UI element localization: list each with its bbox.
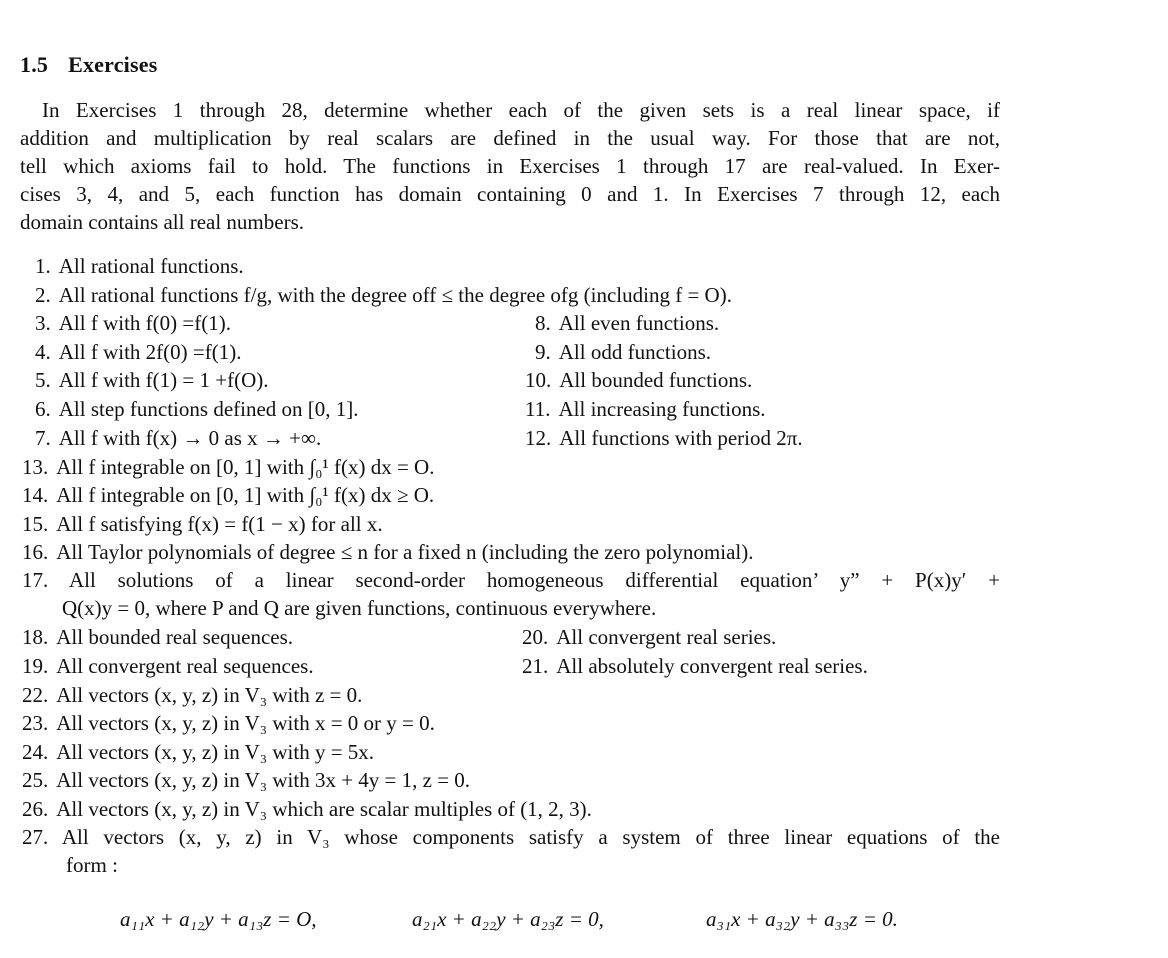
exercise-text: All f satisfying f(x) = f(1 − x) for all x. [56, 512, 383, 536]
exercise-number: 19. [22, 654, 49, 678]
exercise-text: All vectors (x, y, z) in V₃ with z = 0. [56, 683, 363, 707]
exercise-item [35, 338, 241, 366]
intro-line: cises 3, 4, and 5, each function has domain containing 0 and 1. In Exercises 7 through 12, each [20, 182, 1000, 206]
exercise-item [35, 281, 732, 309]
exercise-text: All increasing functions. [558, 397, 766, 421]
exercise-text: All functions with period 2π. [559, 426, 803, 450]
exercise-text: All absolutely convergent real series. [556, 654, 868, 678]
exercise-text: All convergent real sequences. [56, 654, 314, 678]
exercise-number: 5. [35, 368, 51, 392]
exercise-text: All f with f(0) =f(1). [58, 311, 231, 335]
exercise-text: All f with f(x) → 0 as x → +∞. [58, 426, 322, 450]
exercise-item [35, 366, 268, 394]
exercise-number: 25. [22, 768, 49, 792]
exercise-number: 3. [35, 311, 51, 335]
exercise-item [22, 709, 435, 737]
exercise-text: All vectors (x, y, z) in V₃ with y = 5x. [56, 740, 375, 764]
exercise-item [22, 481, 434, 509]
exercise-number: 2. [35, 283, 51, 307]
exercise-number: 4. [35, 340, 51, 364]
exercise-item [522, 623, 776, 651]
exercise-item [535, 309, 719, 337]
intro-paragraph [20, 96, 1000, 236]
equation-3: a₃₁x + a₃₂y + a₃₃z = 0. [706, 907, 898, 931]
exercise-text: All vectors (x, y, z) in V₃ with x = 0 or y = 0. [56, 711, 435, 735]
exercise-text: All rational functions. [58, 254, 244, 278]
exercise-item [22, 681, 362, 709]
exercise-number: 10. [525, 368, 552, 392]
exercise-item [522, 652, 868, 680]
intro-line: tell which axioms fail to hold. The functions in Exercises 1 through 17 are real-valued. In Exer- [20, 154, 1000, 178]
exercise-text: All vectors (x, y, z) in V₃ which are scalar multiples of (1, 2, 3). [56, 797, 592, 821]
exercise-number: 12. [525, 426, 552, 450]
exercise-continuation: form : [66, 853, 118, 877]
exercise-item [22, 566, 1000, 594]
exercise-number: 9. [535, 340, 551, 364]
equation-1: a₁₁x + a₁₂y + a₁₃z = O, [120, 907, 317, 931]
exercise-text: All vectors (x, y, z) in V₃ whose components satisfy a system of three linear equations of the [61, 825, 1001, 849]
exercise-number: 26. [22, 797, 49, 821]
exercise-text: All f with 2f(0) =f(1). [58, 340, 242, 364]
exercise-continuation: Q(x)y = 0, where P and Q are given functions, continuous everywhere. [62, 596, 657, 620]
exercise-number: 24. [22, 740, 49, 764]
exercise-number: 14. [22, 483, 49, 507]
exercise-text: All vectors (x, y, z) in V₃ with 3x + 4y = 1, z = 0. [56, 768, 471, 792]
exercise-text: All f integrable on [0, 1] with ∫₀¹ f(x) dx ≥ O. [56, 483, 435, 507]
exercise-item [22, 538, 754, 566]
exercise-number: 16. [22, 540, 49, 564]
exercise-item [22, 510, 383, 538]
exercise-item [35, 309, 231, 337]
exercise-item [525, 424, 803, 452]
exercise-text: All step functions defined on [0, 1]. [58, 397, 359, 421]
intro-line: addition and multiplication by real scalars are defined in the usual way. For those that are not, [20, 126, 1000, 150]
intro-line: domain contains all real numbers. [20, 210, 305, 234]
exercise-item [22, 738, 374, 766]
exercise-number: 13. [22, 455, 49, 479]
exercise-item [22, 652, 314, 680]
exercise-number: 1. [35, 254, 51, 278]
exercise-item [22, 623, 293, 651]
exercise-item [22, 823, 1000, 851]
equation-2: a₂₁x + a₂₂y + a₂₃z = 0, [412, 907, 604, 931]
exercise-text: All convergent real series. [556, 625, 777, 649]
exercise-number: 7. [35, 426, 51, 450]
exercise-number: 21. [522, 654, 549, 678]
exercise-text: All solutions of a linear second-order homogeneous differential equation’ y” + P(x)y′ + [68, 568, 1000, 592]
exercise-text: All odd functions. [558, 340, 711, 364]
exercise-text: All even functions. [558, 311, 720, 335]
exercise-text: All f with f(1) = 1 +f(O). [58, 368, 269, 392]
section-heading [20, 52, 157, 78]
exercise-item [525, 366, 752, 394]
exercise-number: 22. [22, 683, 49, 707]
exercise-number: 15. [22, 512, 49, 536]
exercise-item [35, 395, 359, 423]
section-title: Exercises [68, 52, 158, 77]
exercise-text: All rational functions f/g, with the degree off ≤ the degree ofg (including f = O). [58, 283, 732, 307]
exercise-number: 23. [22, 711, 49, 735]
exercise-item [525, 395, 766, 423]
exercise-number: 18. [22, 625, 49, 649]
exercise-item [35, 252, 244, 280]
exercise-item [35, 424, 321, 452]
exercise-item [535, 338, 711, 366]
exercise-number: 17. [22, 568, 49, 592]
exercise-number: 8. [535, 311, 551, 335]
exercise-number: 11. [525, 397, 551, 421]
exercise-number: 27. [22, 825, 49, 849]
exercise-number: 20. [522, 625, 549, 649]
exercise-text: All bounded real sequences. [56, 625, 294, 649]
exercise-item [22, 766, 470, 794]
section-number: 1.5 [20, 52, 49, 77]
exercise-item [22, 795, 592, 823]
exercise-number: 6. [35, 397, 51, 421]
intro-line: In Exercises 1 through 28, determine whether each of the given sets is a real linear space, if [42, 98, 1000, 122]
exercise-text: All bounded functions. [559, 368, 753, 392]
exercise-item [22, 453, 434, 481]
exercise-text: All f integrable on [0, 1] with ∫₀¹ f(x) dx = O. [56, 455, 435, 479]
exercise-text: All Taylor polynomials of degree ≤ n for a fixed n (including the zero polynomial). [56, 540, 754, 564]
